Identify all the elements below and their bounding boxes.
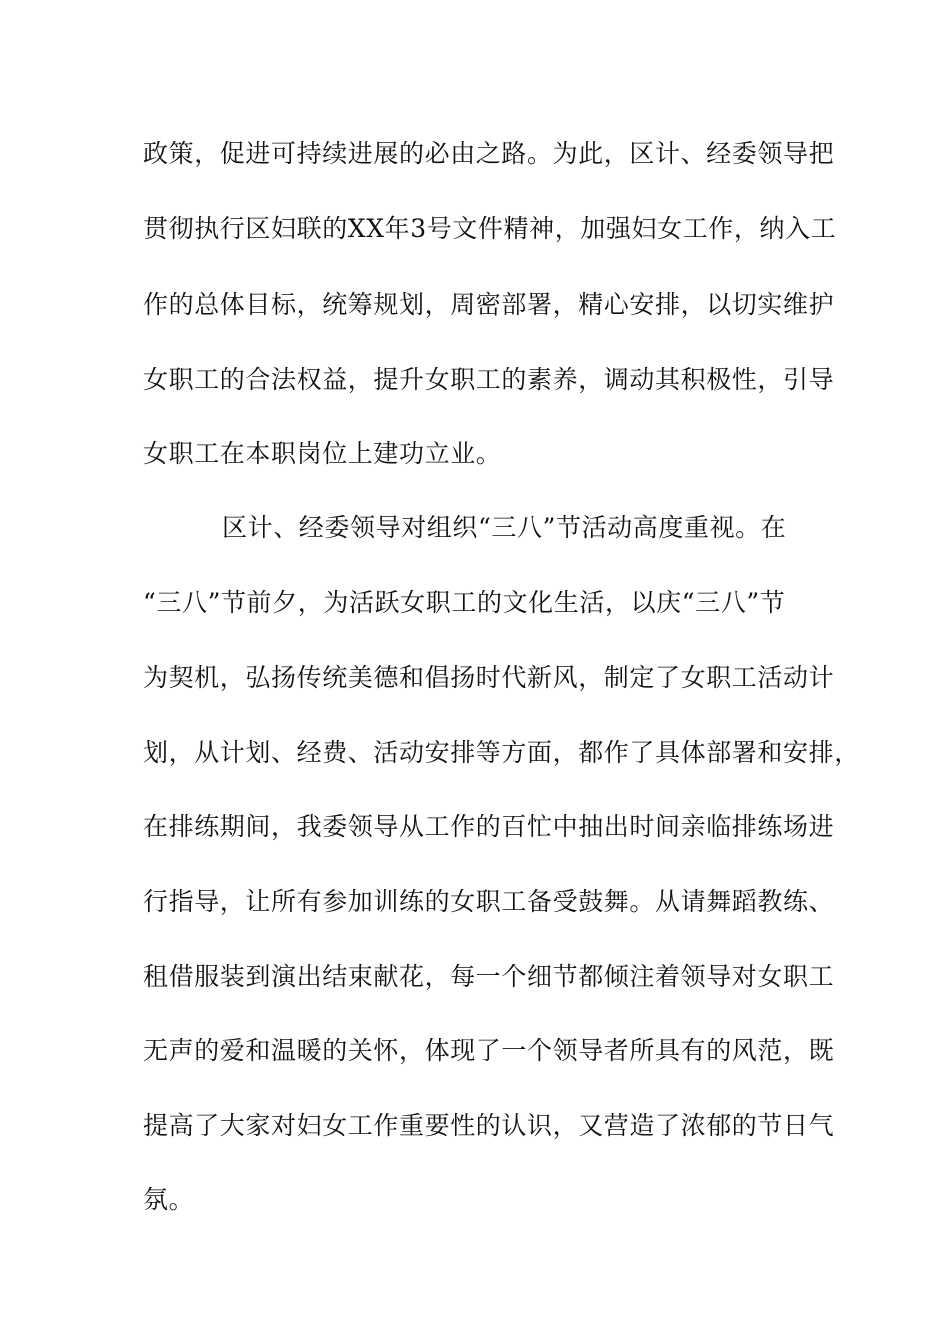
paragraph-2-line-6: 行指导，让所有参加训练的女职工备受鼓舞。从请舞蹈教练、 — [143, 887, 835, 916]
paragraph-2-line-7: 租借服装到演出结束献花，每一个细节都倾注着领导对女职工 — [143, 962, 835, 991]
paragraph-2-line-10: 氛。 — [143, 1185, 195, 1214]
paragraph-2-line-5: 在排练期间，我委领导从工作的百忙中抽出时间亲临排练场进 — [143, 812, 835, 841]
paragraph-1-line-1: 政策，促进可持续进展的必由之路。为此，区计、经委领导把 — [143, 139, 835, 168]
paragraph-2-line-4: 划，从计划、经费、活动安排等方面，都作了具体部署和安排， — [143, 738, 860, 767]
paragraph-2-line-8: 无声的爱和温暖的关怀，体现了一个领导者所具有的风范，既 — [143, 1036, 835, 1065]
paragraph-2-line-1: 区计、经委领导对组织“三八”节活动高度重视。在 — [222, 513, 787, 542]
paragraph-1-line-3: 作的总体目标，统筹规划，周密部署，精心安排，以切实维护 — [143, 290, 835, 319]
paragraph-2-line-3: 为契机，弘扬传统美德和倡扬时代新风，制定了女职工活动计 — [143, 663, 835, 692]
paragraph-1-line-5: 女职工在本职岗位上建功立业。 — [143, 439, 502, 468]
paragraph-1-line-2: 贯彻执行区妇联的XX年3号文件精神，加强妇女工作，纳入工 — [143, 214, 837, 243]
paragraph-2-line-2: “三八”节前夕，为活跃女职工的文化生活，以庆“三八”节 — [143, 588, 786, 617]
paragraph-1-line-4: 女职工的合法权益，提升女职工的素养，调动其积极性，引导 — [143, 365, 835, 394]
paragraph-2-line-9: 提高了大家对妇女工作重要性的认识，又营造了浓郁的节日气 — [143, 1111, 835, 1140]
